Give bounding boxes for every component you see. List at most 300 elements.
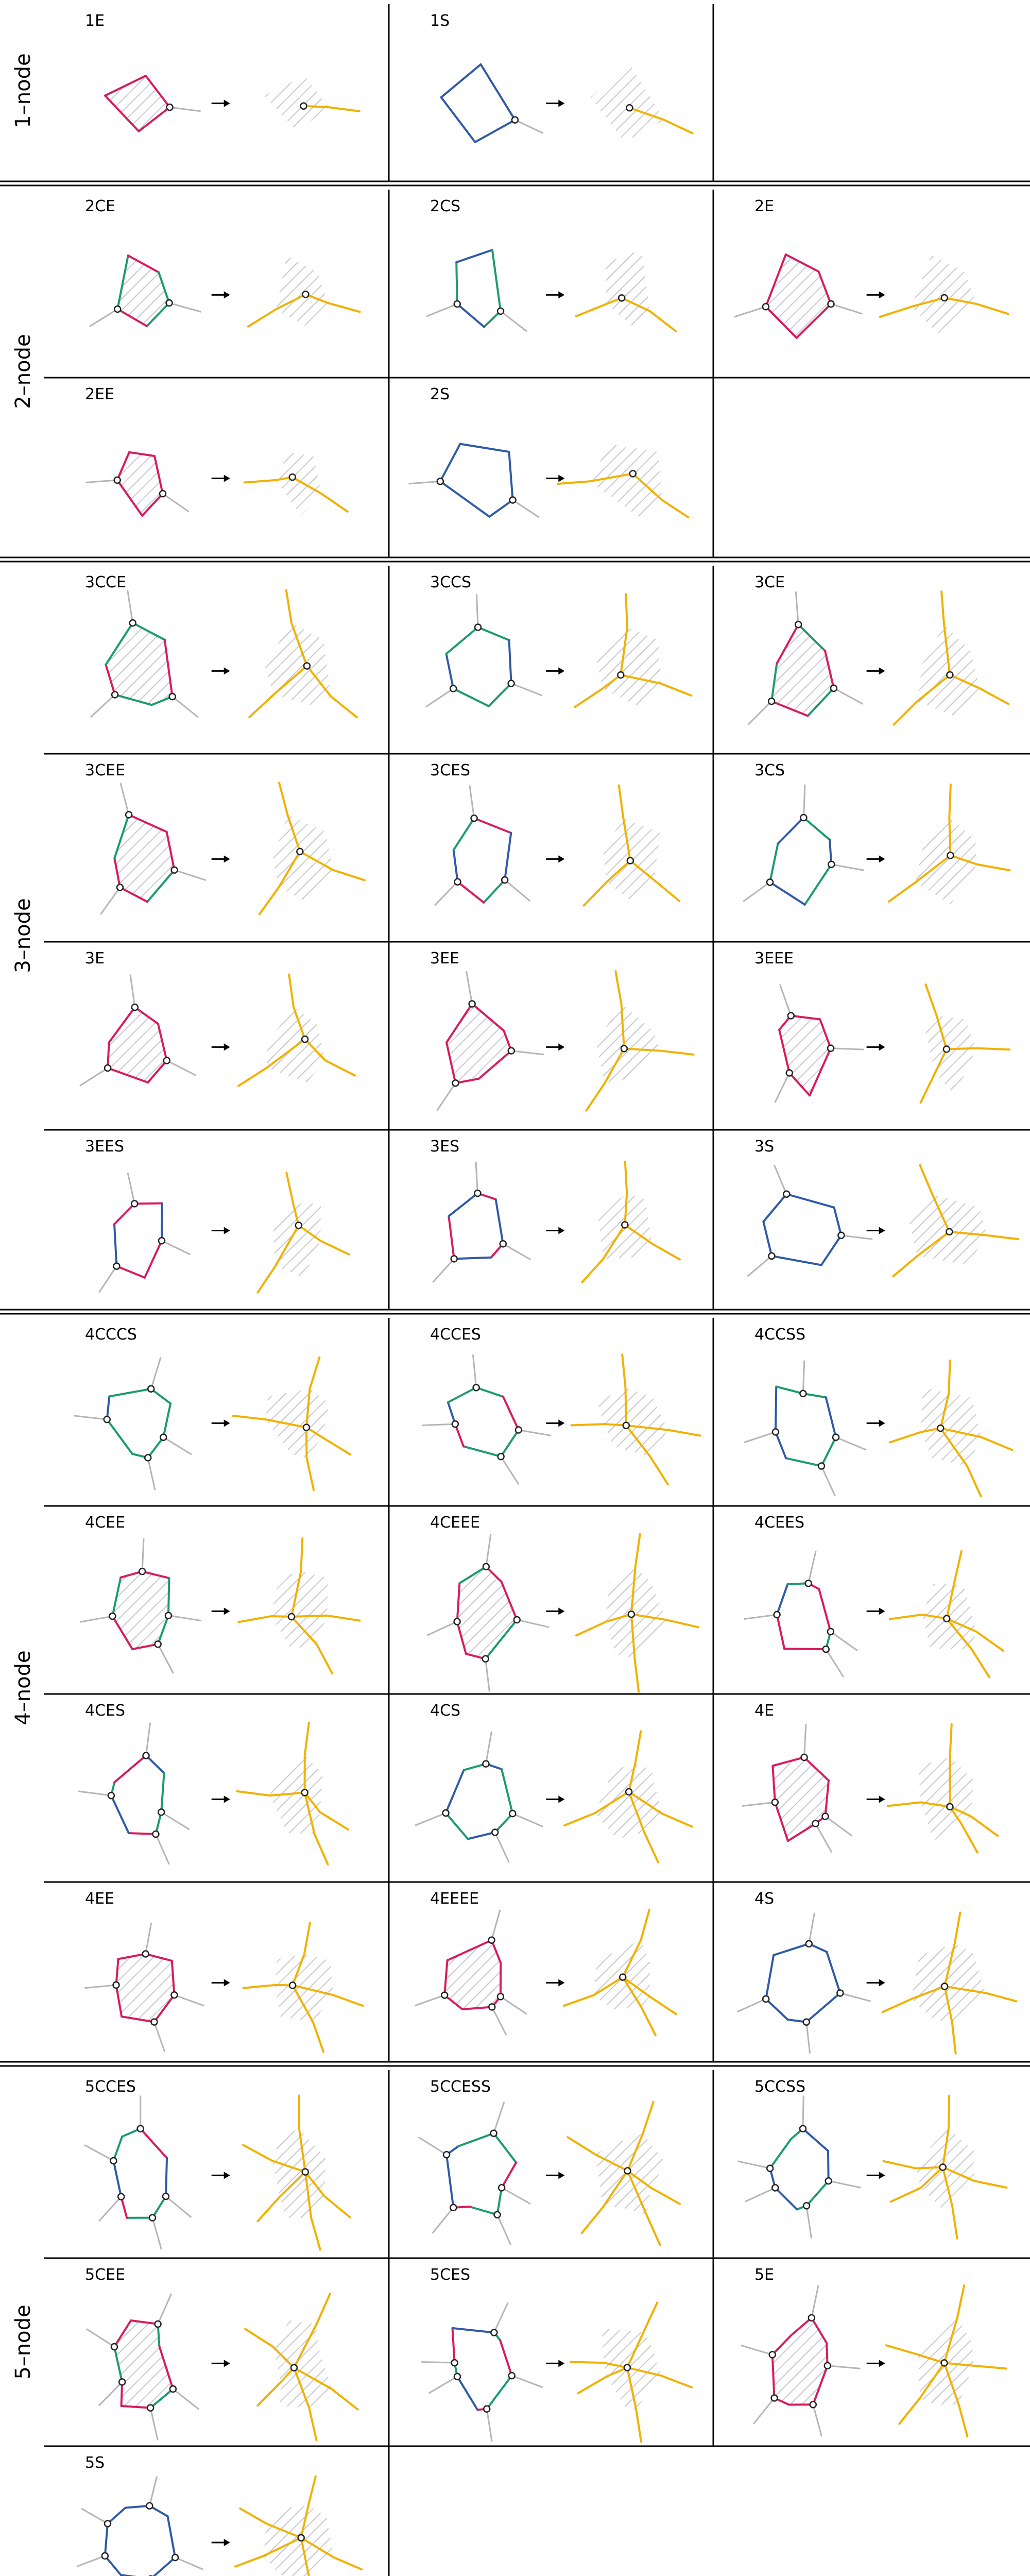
adjacent-edge <box>829 2181 861 2188</box>
adjacent-edge <box>476 1162 477 1193</box>
node-marker <box>443 1810 449 1816</box>
node-marker <box>763 303 769 310</box>
original-area <box>918 1757 974 1841</box>
feature-edge <box>441 64 481 97</box>
cell-label: 2CS <box>430 197 461 215</box>
arrow-head <box>558 291 564 298</box>
feature-edge <box>777 1615 784 1649</box>
adjacent-edge <box>737 2161 770 2168</box>
node-marker <box>489 2004 495 2010</box>
feature-edge <box>454 850 458 882</box>
node-marker <box>113 1263 119 1269</box>
arrow-head <box>879 855 885 862</box>
node-marker <box>516 1427 522 1433</box>
node-marker <box>508 1048 514 1054</box>
feature-edge <box>502 1769 512 1814</box>
group-labels <box>11 53 35 2576</box>
node-marker <box>837 1990 843 1996</box>
cell-5cces <box>84 2078 350 2249</box>
adjacent-edge <box>142 1538 144 1571</box>
adjacent-edge <box>78 1791 111 1795</box>
adjacent-edge <box>840 1993 870 2001</box>
cell-label: 3CCE <box>85 573 126 591</box>
node-marker <box>454 2374 460 2380</box>
original-area <box>276 452 321 516</box>
adjacent-edge <box>804 1724 806 1757</box>
node-marker <box>626 105 632 111</box>
adjacent-edge <box>158 1644 174 1673</box>
feature-edge <box>775 2188 797 2209</box>
node-marker <box>628 1611 634 1617</box>
adjacent-edge <box>415 1813 446 1825</box>
adjacent-edge <box>162 1241 190 1255</box>
original-area <box>264 2506 334 2576</box>
original-area <box>597 1387 668 1456</box>
adjacent-edge <box>149 2477 157 2506</box>
node-marker <box>474 1190 480 1196</box>
adjacent-edge <box>426 689 453 707</box>
adjacent-edge <box>169 303 201 312</box>
arrow-head <box>558 1979 564 1986</box>
node-marker <box>947 1804 953 1810</box>
feature-area <box>770 2129 829 2210</box>
node-marker <box>145 1454 151 1461</box>
node-marker <box>111 2344 117 2350</box>
feature-edge <box>480 64 514 120</box>
adjacent-edge <box>501 311 527 331</box>
node-marker <box>768 1253 775 1259</box>
node-marker <box>298 2535 304 2541</box>
node-marker <box>828 861 834 868</box>
node-marker <box>818 1463 825 1469</box>
feature-edge <box>503 1397 519 1430</box>
feature-edge <box>449 1216 454 1259</box>
feature-edge <box>105 2523 108 2556</box>
adjacent-edge <box>745 2188 775 2201</box>
adjacent-edge <box>753 2398 774 2424</box>
node-marker <box>828 301 834 307</box>
node-marker <box>941 1984 948 1990</box>
original-area <box>921 1386 982 1466</box>
node-marker <box>454 301 460 307</box>
adjacent-edge <box>409 481 440 484</box>
feature-area <box>105 76 170 131</box>
feature-edge <box>146 1755 164 1773</box>
node-marker <box>805 1580 812 1586</box>
feature-edge <box>770 2139 791 2168</box>
adjacent-edge <box>774 1165 786 1194</box>
node-marker <box>300 103 306 109</box>
node-marker <box>452 1421 458 1427</box>
adjacent-edge <box>473 1354 476 1387</box>
adjacent-edge <box>421 2362 454 2363</box>
cell-label: 3EEE <box>754 950 794 968</box>
node-marker <box>303 1425 310 1431</box>
node-marker <box>454 1618 460 1624</box>
feature-edge <box>828 2151 829 2181</box>
solution-line <box>571 1424 626 1426</box>
cell-2ee <box>85 385 348 516</box>
adjacent-edge <box>81 2509 108 2523</box>
feature-edge <box>464 1446 501 1456</box>
feature-edge <box>108 1042 109 1068</box>
cell-3ee <box>430 950 693 1111</box>
adjacent-edge <box>803 785 805 818</box>
node-marker <box>291 2365 297 2371</box>
node-marker <box>155 1641 161 1647</box>
feature-edge <box>109 1389 151 1397</box>
arrow-head <box>879 1419 885 1427</box>
node-marker <box>772 1429 779 1435</box>
feature-edge <box>454 818 474 850</box>
feature-edge <box>440 444 460 482</box>
feature-edge <box>509 452 512 500</box>
feature-edge <box>151 2557 175 2576</box>
node-marker <box>826 2178 832 2184</box>
adjacent-edge <box>87 2329 114 2347</box>
node-marker <box>112 691 118 698</box>
feature-edge <box>834 1208 842 1235</box>
adjacent-edge <box>80 1068 108 1086</box>
arrow-head <box>879 2360 885 2367</box>
adjacent-edge <box>84 2145 113 2161</box>
node-marker <box>138 2126 144 2132</box>
adjacent-edge <box>146 1723 150 1756</box>
cell-5e <box>741 2266 1006 2436</box>
adjacent-edge <box>433 1259 454 1282</box>
node-marker <box>514 1617 520 1623</box>
cell-3es <box>430 1138 680 1282</box>
feature-edge <box>168 1578 169 1616</box>
node-marker <box>512 117 518 123</box>
adjacent-edge <box>128 590 133 623</box>
adjacent-edge <box>170 107 201 111</box>
feature-edge <box>453 2328 455 2363</box>
adjacent-edge <box>780 985 791 1016</box>
node-marker <box>105 2520 111 2527</box>
node-marker <box>498 1453 504 1460</box>
arrow-head <box>879 667 885 674</box>
feature-area <box>113 2129 167 2218</box>
node-marker <box>767 2165 773 2172</box>
node-marker <box>455 879 461 885</box>
adjacent-edge <box>168 1616 201 1621</box>
adjacent-edge <box>494 2302 508 2332</box>
feature-area <box>454 818 511 903</box>
node-marker <box>484 2406 490 2412</box>
node-marker <box>621 1045 627 1052</box>
node-marker <box>627 858 633 864</box>
cell-4cee <box>80 1514 360 1673</box>
adjacent-edge <box>503 1244 530 1259</box>
cell-label: 5CCESS <box>430 2078 491 2096</box>
feature-edge <box>776 1432 786 1458</box>
adjacent-edge <box>512 2376 543 2387</box>
node-marker <box>624 2365 630 2371</box>
node-marker <box>450 686 456 692</box>
cell-label: 3E <box>85 950 105 968</box>
node-marker <box>947 672 953 678</box>
adjacent-edge <box>741 2345 772 2354</box>
node-marker <box>450 2205 456 2211</box>
feature-edge <box>441 97 475 142</box>
node-marker <box>114 306 121 312</box>
feature-edge <box>141 2129 167 2158</box>
group-label: 2–node <box>11 334 35 409</box>
adjacent-edge <box>517 1620 550 1627</box>
feature-edge <box>446 1770 464 1813</box>
feature-area <box>771 624 834 716</box>
arrow-head <box>224 1607 230 1615</box>
node-marker <box>452 1080 458 1086</box>
node-marker <box>810 2401 816 2408</box>
feature-edge <box>489 683 511 706</box>
adjacent-edge <box>492 2007 506 2036</box>
adjacent-edge <box>806 2206 812 2239</box>
feature-edge <box>500 2340 512 2376</box>
adjacent-edge <box>834 688 863 704</box>
node-marker <box>491 2329 497 2335</box>
cell-label: 4CEEE <box>430 1514 480 1532</box>
node-marker <box>831 685 837 691</box>
node-marker <box>155 2321 161 2327</box>
feature-edge <box>148 1437 163 1458</box>
feature-edge <box>502 2162 516 2188</box>
node-marker <box>626 1789 632 1795</box>
node-marker <box>937 1425 943 1431</box>
cell-4ccss <box>744 1326 1012 1496</box>
node-marker <box>795 621 801 628</box>
feature-edge <box>509 640 511 684</box>
node-marker <box>623 1422 629 1429</box>
node-marker <box>117 884 123 890</box>
node-marker <box>139 1568 145 1574</box>
adjacent-edge <box>812 2285 818 2318</box>
node-marker <box>109 1613 115 1619</box>
cell-5ces <box>421 2266 692 2442</box>
feature-edge <box>496 1199 503 1244</box>
feature-edge <box>453 2328 494 2333</box>
cell-4ceee <box>427 1514 698 1692</box>
feature-area <box>772 1757 829 1841</box>
node-marker <box>630 470 636 477</box>
node-marker <box>289 1982 296 1988</box>
node-marker <box>806 1941 812 1947</box>
cell-2s <box>409 385 689 517</box>
cell-label: 3CES <box>430 761 471 779</box>
node-marker <box>774 1612 780 1618</box>
feature-edge <box>456 262 457 304</box>
cell-label: 3EE <box>430 950 459 968</box>
adjacent-edge <box>775 1073 789 1103</box>
cell-label: 5CES <box>430 2266 471 2284</box>
node-marker <box>620 1974 626 1980</box>
node-marker <box>163 2193 169 2199</box>
feature-area <box>457 1567 517 1659</box>
feature-edge <box>448 1387 476 1402</box>
feature-edge <box>505 833 511 880</box>
node-marker <box>149 2215 156 2221</box>
arrow-head <box>879 1043 885 1050</box>
arrow-head <box>224 1227 230 1234</box>
adjacent-edge <box>146 1923 151 1954</box>
feature-area <box>444 1940 501 2009</box>
adjacent-edge <box>486 1731 491 1764</box>
node-marker <box>302 1036 308 1042</box>
adjacent-edge <box>422 1424 455 1425</box>
cell-label: 5CEE <box>85 2266 125 2284</box>
cell-3ce <box>748 573 1009 725</box>
feature-edge <box>806 1993 840 2022</box>
feature-edge <box>111 1795 129 1833</box>
adjacent-edge <box>495 1833 509 1862</box>
feature-edge <box>494 2133 517 2163</box>
feature-edge <box>771 1256 821 1265</box>
adjacent-edge <box>831 1048 864 1050</box>
node-marker <box>118 2194 124 2200</box>
cell-4cces <box>422 1326 700 1484</box>
adjacent-edge <box>511 1051 544 1055</box>
node-marker <box>772 1799 778 1805</box>
cell-5ccess <box>419 2078 680 2245</box>
feature-edge <box>492 250 501 311</box>
feature-edge <box>161 1773 164 1812</box>
adjacent-edge <box>161 1812 190 1829</box>
feature-edge <box>826 1397 836 1437</box>
node-marker <box>166 300 173 306</box>
feature-area <box>111 1755 164 1834</box>
original-area <box>273 2320 332 2408</box>
node-marker <box>800 1391 806 1397</box>
adjacent-edge <box>841 1235 872 1239</box>
adjacent-edge <box>156 1834 169 1865</box>
cell-label: 4CS <box>430 1702 461 1720</box>
cell-label: 5CCES <box>85 2078 136 2096</box>
feature-edge <box>484 880 505 903</box>
node-marker <box>302 1789 308 1795</box>
adjacent-edge <box>515 120 543 133</box>
node-marker <box>302 291 308 297</box>
cell-3cs <box>743 761 1010 905</box>
cell-label: 3CS <box>754 761 785 779</box>
adjacent-edge <box>152 2218 162 2250</box>
adjacent-edge <box>476 594 478 627</box>
node-marker <box>943 1046 950 1052</box>
arrow-head <box>224 1419 230 1427</box>
original-area <box>264 76 329 131</box>
arrow-head <box>558 1795 564 1803</box>
node-marker <box>510 497 516 503</box>
node-marker <box>102 2553 108 2559</box>
node-marker <box>169 693 176 700</box>
feature-edge <box>763 1222 771 1256</box>
feature-edge <box>458 2133 493 2146</box>
cell-label: 4CCES <box>430 1326 481 1344</box>
cell-label: 4EE <box>85 1890 114 1908</box>
adjacent-edge <box>513 500 539 518</box>
original-area <box>925 1015 976 1095</box>
node-marker <box>497 308 504 314</box>
feature-edge <box>819 1589 831 1632</box>
cell-label: 2CE <box>85 197 115 215</box>
node-marker <box>833 1434 839 1440</box>
cell-3e <box>80 950 355 1086</box>
node-marker <box>130 620 136 626</box>
adjacent-edge <box>173 2389 199 2410</box>
adjacent-edge <box>85 480 117 483</box>
feature-area <box>770 818 831 905</box>
adjacent-edge <box>151 1357 161 1388</box>
cell-4e <box>742 1702 998 1853</box>
cell-4ces <box>78 1702 348 1865</box>
feature-edge <box>446 1813 468 1839</box>
cell-label: 4CES <box>85 1702 126 1720</box>
arrow-head <box>558 100 564 107</box>
feature-edge <box>805 865 832 905</box>
cell-1e <box>85 12 359 131</box>
arrow-head <box>879 1607 885 1615</box>
feature-edge <box>803 2129 828 2151</box>
original-area <box>273 1204 321 1278</box>
feature-edge <box>168 2516 176 2557</box>
adjacent-edge <box>737 1999 766 2012</box>
feature-edge <box>457 2377 477 2410</box>
arrow-head <box>879 1227 885 1234</box>
feature-edge <box>470 2207 497 2214</box>
feature-edge <box>827 1952 840 1993</box>
node-marker <box>172 2554 178 2561</box>
cell-label: 1E <box>85 12 105 30</box>
node-marker <box>148 1386 154 1392</box>
node-marker <box>809 2315 815 2321</box>
node-marker <box>823 1646 829 1652</box>
arrow-head <box>224 2360 230 2367</box>
adjacent-edge <box>415 1995 444 2006</box>
node-marker <box>783 1191 789 1197</box>
node-marker <box>165 1613 171 1619</box>
adjacent-edge <box>747 1256 771 1276</box>
node-marker <box>108 1792 114 1799</box>
original-area <box>272 2129 326 2218</box>
arrow-head <box>558 1043 564 1050</box>
adjacent-edge <box>99 2382 122 2405</box>
feature-edge <box>777 1584 788 1615</box>
group-label: 5–node <box>11 2304 35 2380</box>
cell-label: 4CCCS <box>85 1326 137 1344</box>
feature-edge <box>446 654 453 688</box>
adjacent-edge <box>429 2377 457 2393</box>
node-marker <box>143 1752 149 1758</box>
adjacent-edge <box>519 1430 551 1436</box>
adjacent-edge <box>806 2022 810 2054</box>
adjacent-edge <box>148 1458 155 1490</box>
node-marker <box>160 490 166 497</box>
cell-4cccs <box>74 1326 350 1490</box>
feature-area <box>453 2328 512 2410</box>
arrow-head <box>224 667 230 674</box>
cell-label: 2EE <box>85 385 114 403</box>
feature-edge <box>107 1419 132 1454</box>
feature-edge <box>770 882 805 904</box>
adjacent-edge <box>150 2408 158 2441</box>
cell-label: 5S <box>85 2454 105 2472</box>
node-marker <box>437 478 443 484</box>
cell-2cs <box>426 197 676 331</box>
adjacent-edge <box>91 694 115 717</box>
adjacent-edge <box>470 786 474 819</box>
adjacent-edge <box>836 1437 866 1450</box>
arrow-head <box>558 667 564 674</box>
